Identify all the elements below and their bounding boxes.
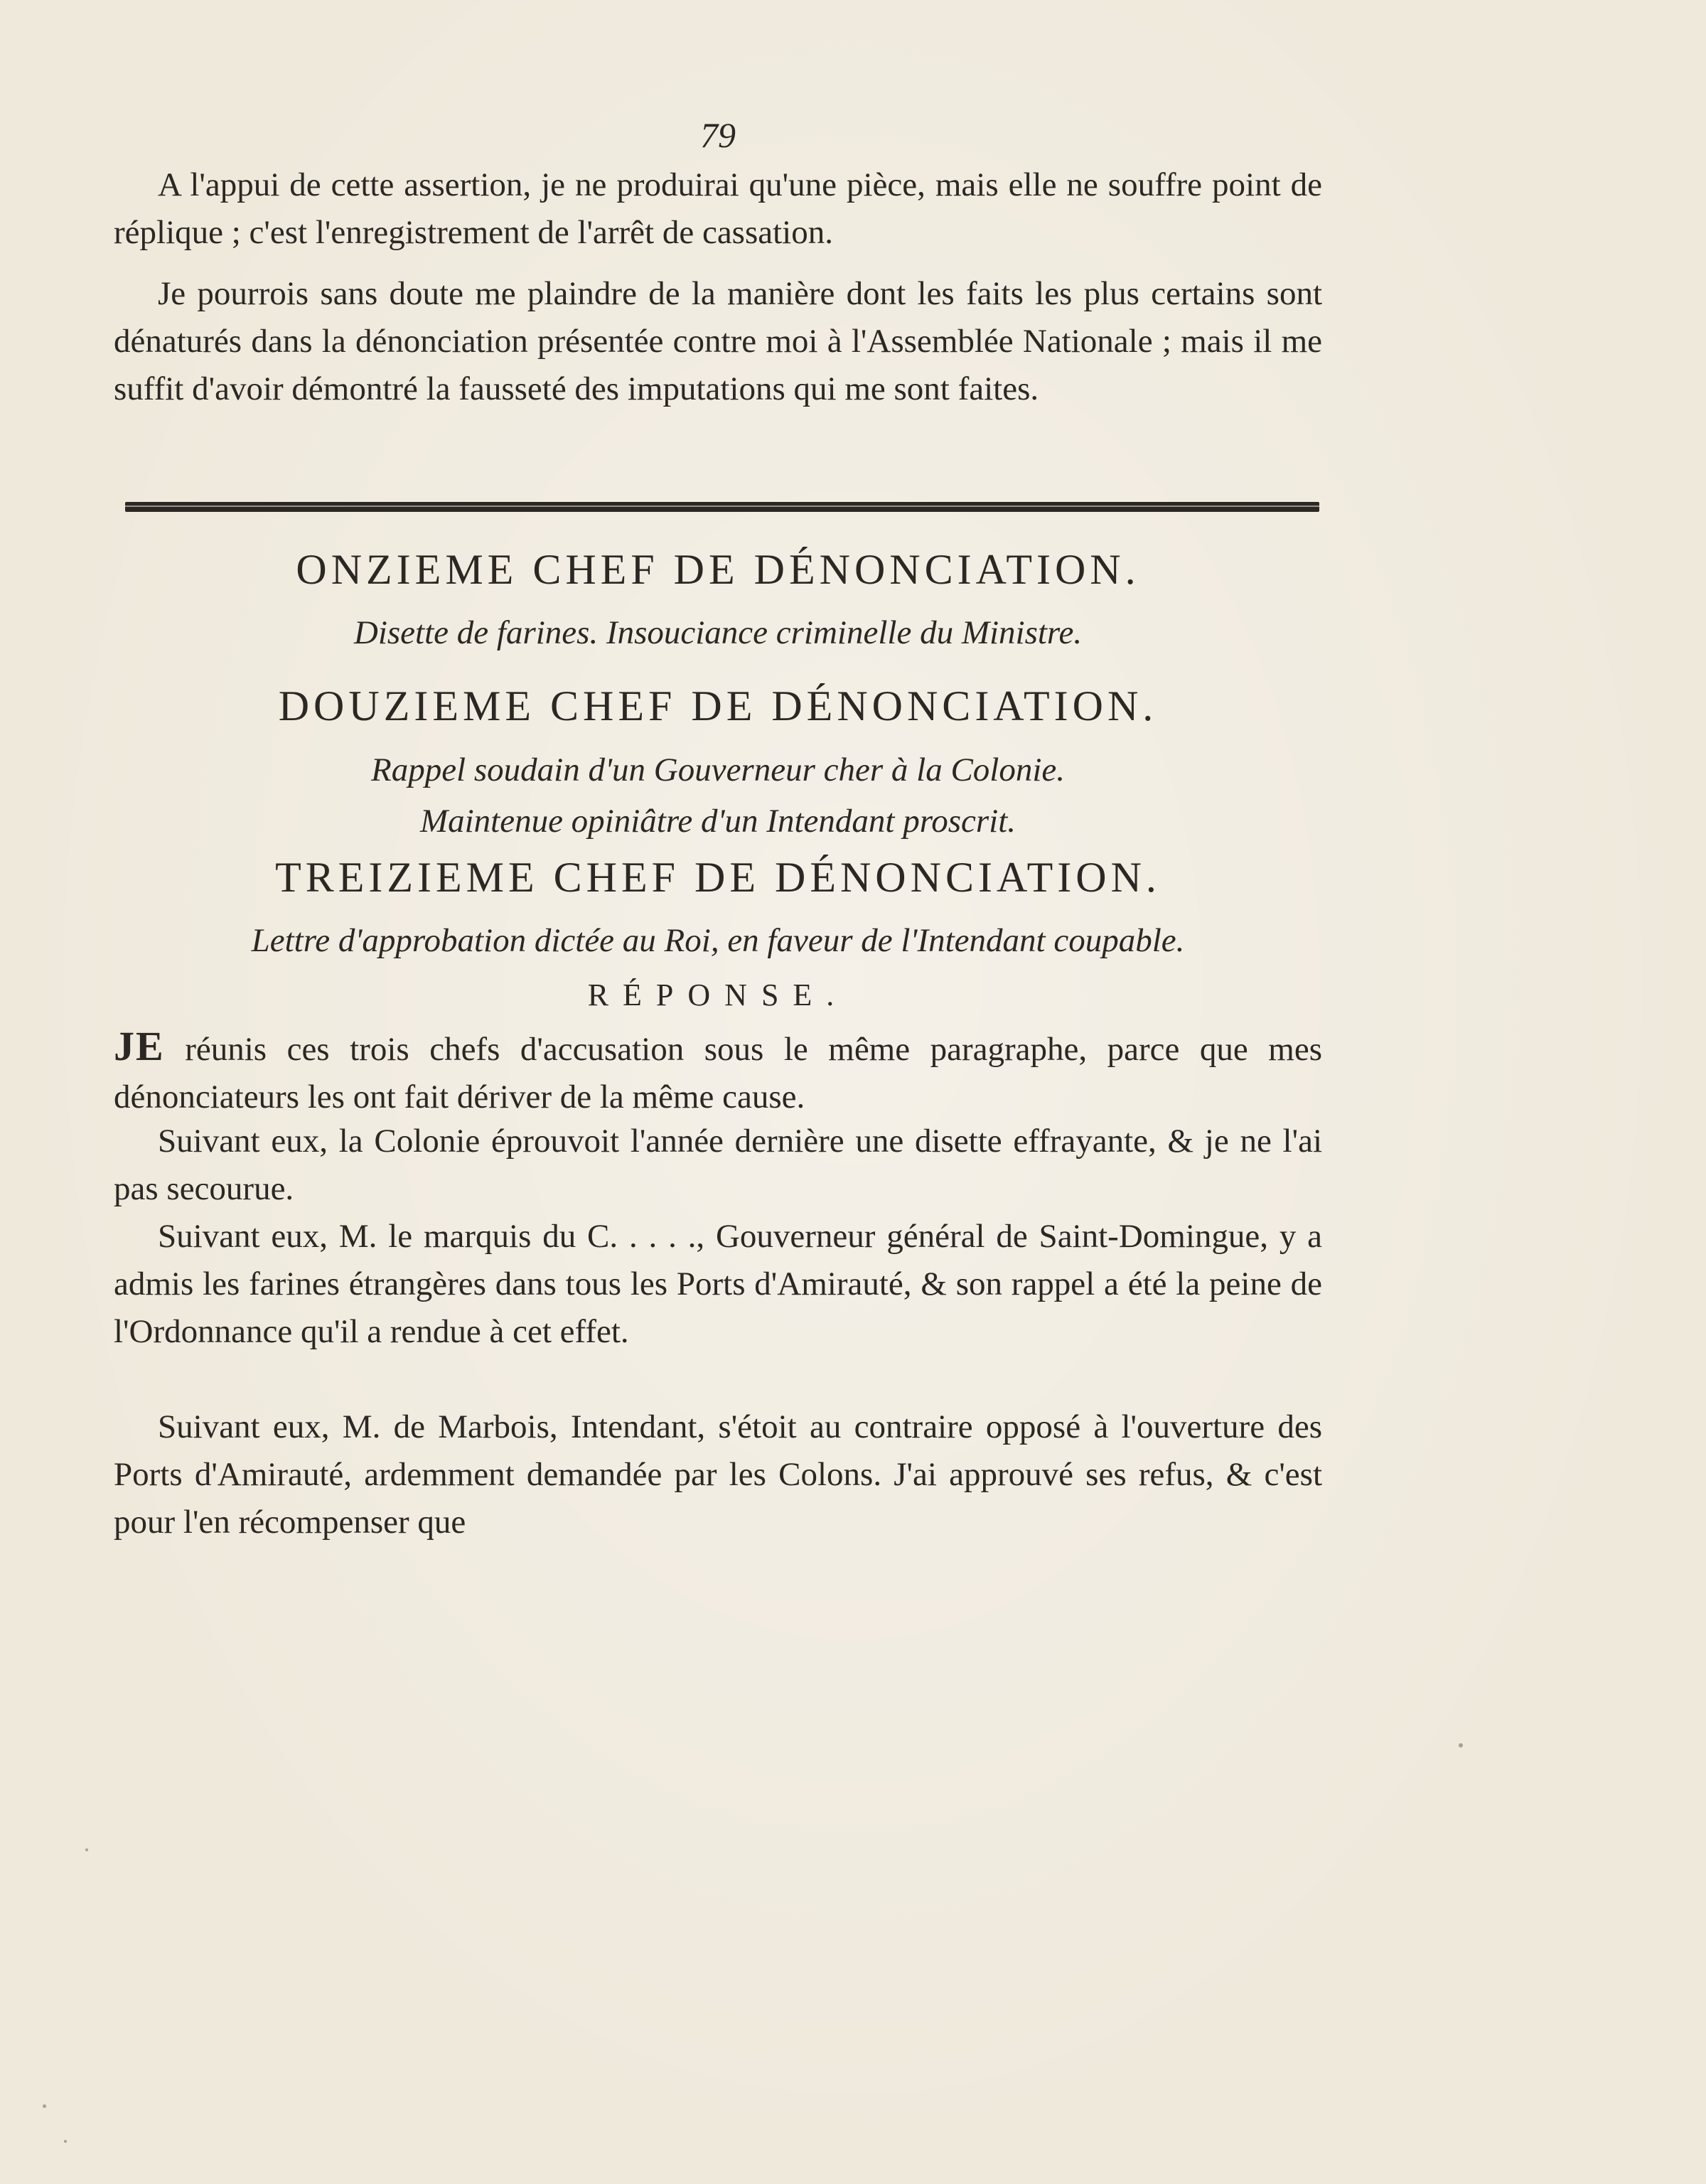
reponse-paragraph-1-text: réunis ces trois chefs d'accusation sous le même paragraphe, parce que mes dénonciateurs les ont fait dériver de la même cause. bbox=[114, 1031, 1322, 1115]
paragraph-assertion: A l'appui de cette assertion, je ne produirai qu'une pièce, mais elle ne souffre point de réplique ; c'est l'enregistrement de l'arrêt de cassation. bbox=[114, 166, 1322, 251]
reponse-paragraph-4: Suivant eux, M. de Marbois, Intendant, s'étoit au contraire opposé à l'ouverture des Ports d'Amirauté, ardemment demandée par les Colons. J'ai approuvé ses refus, & c'est pour l'en récompenser que bbox=[114, 1408, 1322, 1541]
chef-12-subtitle-2: Maintenue opiniâtre d'un Intendant proscrit. bbox=[419, 803, 1016, 840]
paper-speck bbox=[64, 2140, 67, 2143]
chef-11-subtitle: Disette de farines. Insouciance criminelle du Ministre. bbox=[353, 614, 1083, 651]
reponse-paragraph-3: Suivant eux, M. le marquis du C. . . . ., Gouverneur général de Saint-Domingue, y a admis les farines étrangères dans tous les Ports d'Amirauté, & son rappel a été la peine de l'Ordonnance qu'il a rendue à cet effet. bbox=[114, 1218, 1322, 1350]
reponse-paragraph-1 bbox=[114, 1022, 1322, 1121]
paragraph-plaindre: Je pourrois sans doute me plaindre de la manière dont les faits les plus certains sont dénaturés dans la dénonciation présentée contre moi à l'Assemblée Nationale ; mais il me suffit d'avoir démontré la fausseté des imputations qui me sont faites. bbox=[114, 275, 1322, 407]
chef-12-heading: DOUZIEME CHEF DE DÉNONCIATION. bbox=[278, 682, 1158, 729]
chef-13-subtitle: Lettre d'approbation dictée au Roi, en faveur de l'Intendant coupable. bbox=[251, 922, 1185, 959]
chef-13-heading: TREIZIEME CHEF DE DÉNONCIATION. bbox=[275, 854, 1161, 901]
reponse-heading: RÉPONSE. bbox=[587, 978, 849, 1012]
paper-speck bbox=[43, 2104, 46, 2108]
paper-speck bbox=[85, 1848, 88, 1851]
page-number: 79 bbox=[700, 115, 736, 155]
drop-cap: JE bbox=[114, 1023, 165, 1069]
chef-12-subtitle-1: Rappel soudain d'un Gouverneur cher à la Colonie. bbox=[370, 751, 1066, 788]
section-divider-rule bbox=[125, 502, 1319, 512]
paper-speck bbox=[1459, 1743, 1463, 1747]
chef-11-heading: ONZIEME CHEF DE DÉNONCIATION. bbox=[296, 546, 1140, 593]
reponse-paragraph-2: Suivant eux, la Colonie éprouvoit l'année dernière une disette effrayante, & je ne l'ai pas secourue. bbox=[114, 1123, 1322, 1207]
